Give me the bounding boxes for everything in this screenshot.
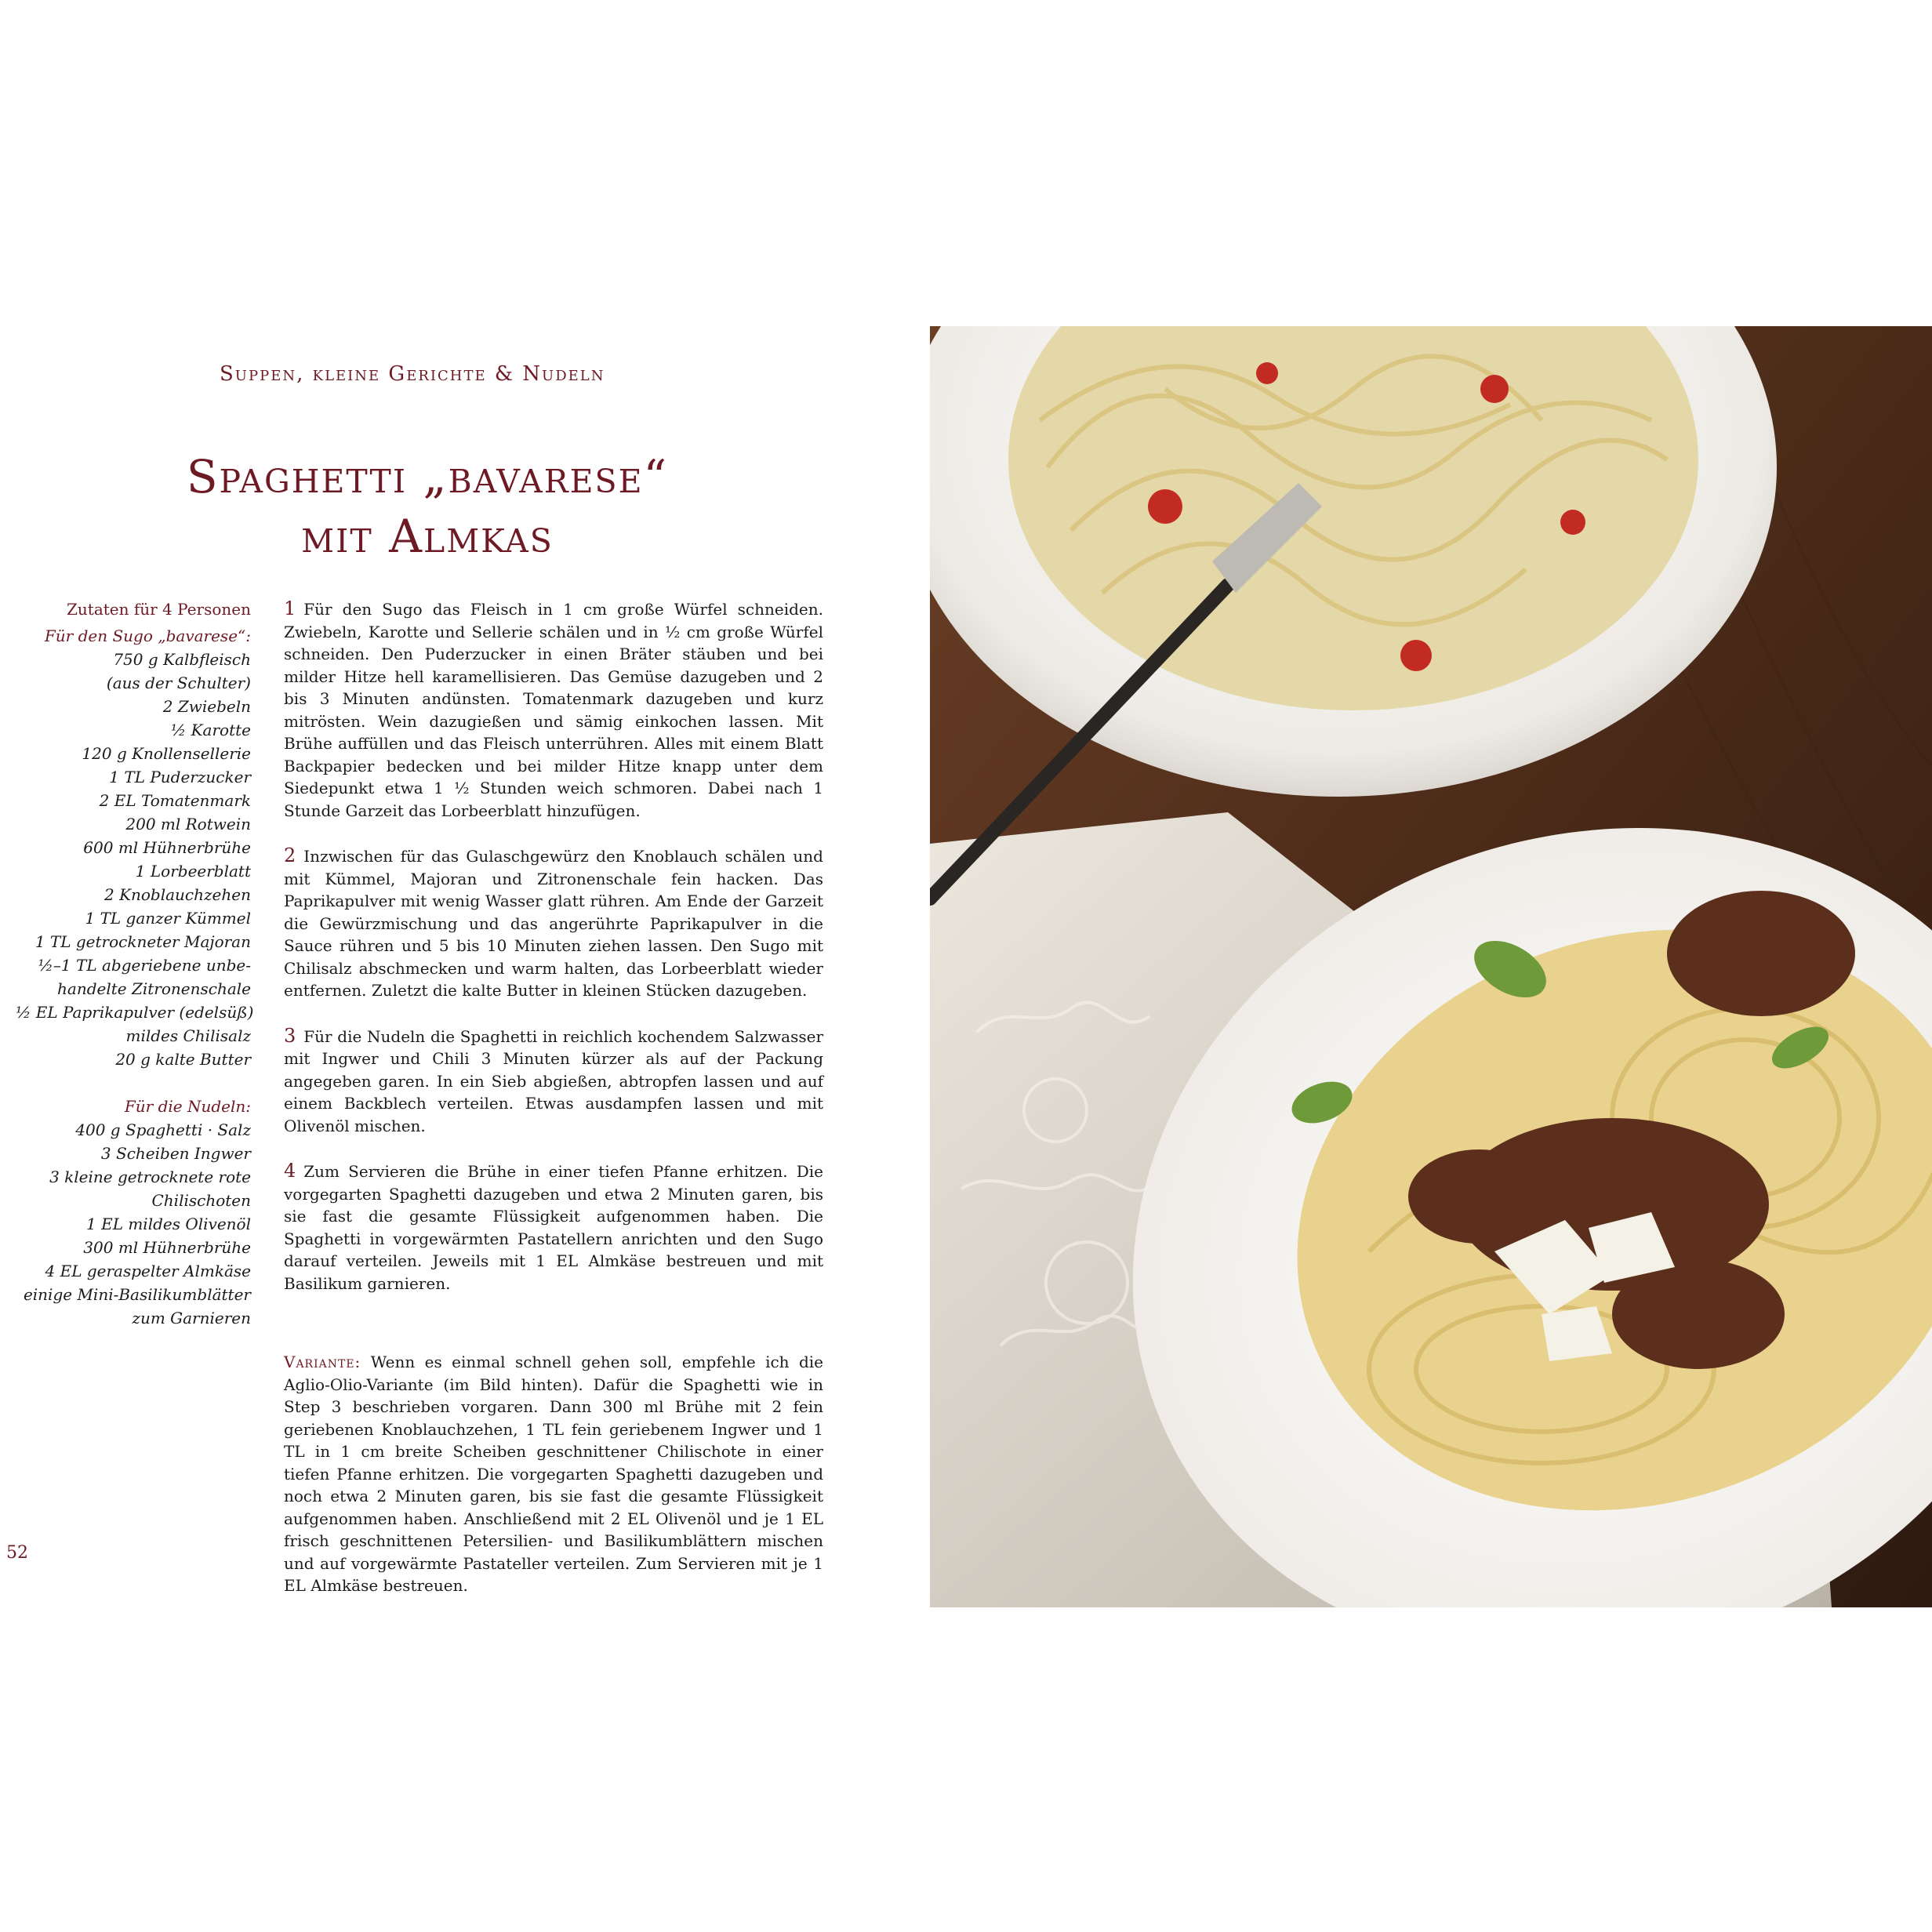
ingredient-line: 750 g Kalbfleisch [113, 650, 251, 669]
step-text: Zum Servieren die Brühe in einer tiefen Pfanne erhitzen. Die vorgegarten Spaghetti dazugeben und etwa 2 Minuten garen, bis sie fast die gesamte Flüssigkeit aufgenommen haben. Die Spaghetti in vorgewärmten Pastatellern anrichten und den Sugo darauf verteilen. Jeweils mit 1 EL Almkäse bestreuen und mit Basilikum garnieren. [284, 1162, 823, 1293]
ingredient-line: 1 TL Puderzucker [109, 768, 251, 786]
method-step [284, 1160, 823, 1295]
ingredient-line: 20 g kalte Butter [115, 1050, 251, 1069]
ingredients-group-sugo [16, 624, 254, 1071]
recipe-title-line-2: mit Almkas [301, 510, 554, 563]
page-number: 52 [6, 1543, 28, 1563]
ingredient-line: (aus der Schulter) [106, 674, 251, 692]
ingredient-line: 600 ml Hühnerbrühe [83, 838, 251, 857]
ingredient-line: einige Mini-Basilikumblätter [23, 1285, 251, 1304]
ingredient-line: ½ Karotte [170, 721, 251, 739]
ingredient-line: 3 Scheiben Ingwer [100, 1144, 251, 1163]
food-photo [930, 326, 1932, 1607]
ingredient-line: 1 Lorbeerblatt [135, 862, 251, 881]
method-step [284, 597, 823, 822]
ingredient-list-sugo [16, 648, 254, 1071]
ingredient-line: Chilischoten [151, 1191, 251, 1210]
ingredient-line: ½–1 TL abgeriebene unbe- [38, 956, 251, 975]
ingredient-line: 2 EL Tomatenmark [99, 791, 251, 810]
variant-text: Wenn es einmal schnell gehen soll, empfehle ich die Aglio-Olio-Variante (im Bild hinten). Dafür die Spaghetti wie in Step 3 beschrieben vorgaren. Dann 300 ml Brühe mit 2 fein geriebenen Knoblauchzehen, 1 TL fein geriebenem Ingwer und 1 TL in 1 cm breite Scheiben geschnittener Chilischote in einer tiefen Pfanne erhitzen. Die vorgegarten Spaghetti dazugeben und noch etwa 2 Minuten garen, bis sie fast die gesamte Flüssigkeit aufgenommen haben. Anschließend mit 2 EL Olivenöl und je 1 EL frisch geschnittenen Petersilien- und Basilikumblättern mischen und auf vorgewärmte Pastateller verteilen. Zum Servieren mit je 1 EL Almkäse bestreuen. [284, 1353, 824, 1595]
ingredients-group-nudeln [16, 1095, 251, 1330]
step-number: 1 [284, 597, 296, 619]
ingredients-group-title: Für die Nudeln: [124, 1097, 251, 1116]
ingredient-line: 1 TL ganzer Kümmel [85, 909, 251, 928]
ingredient-line: 2 Zwiebeln [162, 697, 251, 716]
variant-note [284, 1351, 823, 1597]
step-text: Für die Nudeln die Spaghetti in reichlich kochendem Salzwasser mit Ingwer und Chili 3 Minuten kürzer als auf der Packung angegeben garen. In ein Sieb abgießen, abtropfen lassen und auf einem Backblech verteilen. Etwas ausdampfen lassen und mit Olivenöl mischen. [284, 1026, 823, 1135]
ingredient-line: 4 EL geraspelter Almkäse [45, 1262, 251, 1280]
step-number: 3 [284, 1024, 296, 1047]
ingredient-list-nudeln [16, 1118, 251, 1330]
step-number: 4 [284, 1160, 296, 1182]
ingredient-line: 3 kleine getrocknete rote [49, 1168, 251, 1186]
method-step [284, 844, 823, 1002]
ingredient-line: 300 ml Hühnerbrühe [83, 1238, 251, 1257]
ingredient-line: ½ EL Paprikapulver (edelsüß) [16, 1003, 254, 1022]
method-column [284, 597, 823, 1620]
step-number: 2 [284, 844, 296, 866]
section-heading: Suppen, kleine Gerichte & Nudeln [220, 362, 605, 386]
ingredient-line: 200 ml Rotwein [125, 815, 251, 833]
ingredient-line: zum Garnieren [132, 1309, 251, 1327]
ingredients-heading: Zutaten für 4 Personen [67, 600, 251, 619]
ingredient-line: 400 g Spaghetti · Salz [75, 1120, 251, 1139]
ingredient-line: mildes Chilisalz [125, 1026, 251, 1045]
ingredient-line: 1 TL getrockneter Majoran [34, 932, 251, 951]
recipe-title-line-1: Spaghetti „bavarese“ [186, 450, 669, 503]
ingredient-line: 2 Knoblauchzehen [104, 885, 251, 904]
ingredient-line: 120 g Knollensellerie [82, 744, 251, 763]
method-step [284, 1025, 823, 1138]
pasta-illustration [930, 326, 1932, 1607]
ingredient-line: handelte Zitronenschale [57, 979, 251, 998]
variant-label: Variante: [284, 1353, 361, 1371]
recipe-title [110, 447, 745, 566]
ingredient-line: 1 EL mildes Olivenöl [86, 1215, 251, 1233]
step-text: Inzwischen für das Gulaschgewürz den Knoblauch schälen und mit Kümmel, Majoran und Zitronenschale fein hacken. Das Paprikapulver mit wenig Wasser glatt rühren. Am Ende der Garzeit die Gewürzmischung und das angerührte Paprikapulver in die Sauce rühren und 5 bis 10 Minuten ziehen lassen. Den Sugo mit Chilisalz abschmecken und warm halten, das Lorbeerblatt wieder entfernen. Zuletzt die kalte Butter in kleinen Stücken dazugeben. [284, 847, 823, 1000]
ingredients-group-title: Für den Sugo „bavarese“: [44, 626, 251, 645]
ingredients-column [16, 597, 254, 1353]
step-text: Für den Sugo das Fleisch in 1 cm große Würfel schneiden. Zwiebeln, Karotte und Sellerie schälen und in ½ cm große Würfel schneiden. Den Puderzucker in einen Bräter stäuben und bei milder Hitze hell karamellisieren. Das Gemüse dazugeben und 2 bis 3 Minuten andünsten. Tomatenmark dazugeben und kurz mitrösten. Wein dazugießen und sämig einkochen lassen. Mit Brühe auffüllen und das Fleisch unterrühren. Alles mit einem Blatt Backpapier bedecken und bei milder Hitze knapp unter dem Siedepunkt etwa 1 ½ Stunden weich schmoren. Dabei nach 1 Stunde Garzeit das Lorbeerblatt hinzufügen. [284, 600, 823, 820]
